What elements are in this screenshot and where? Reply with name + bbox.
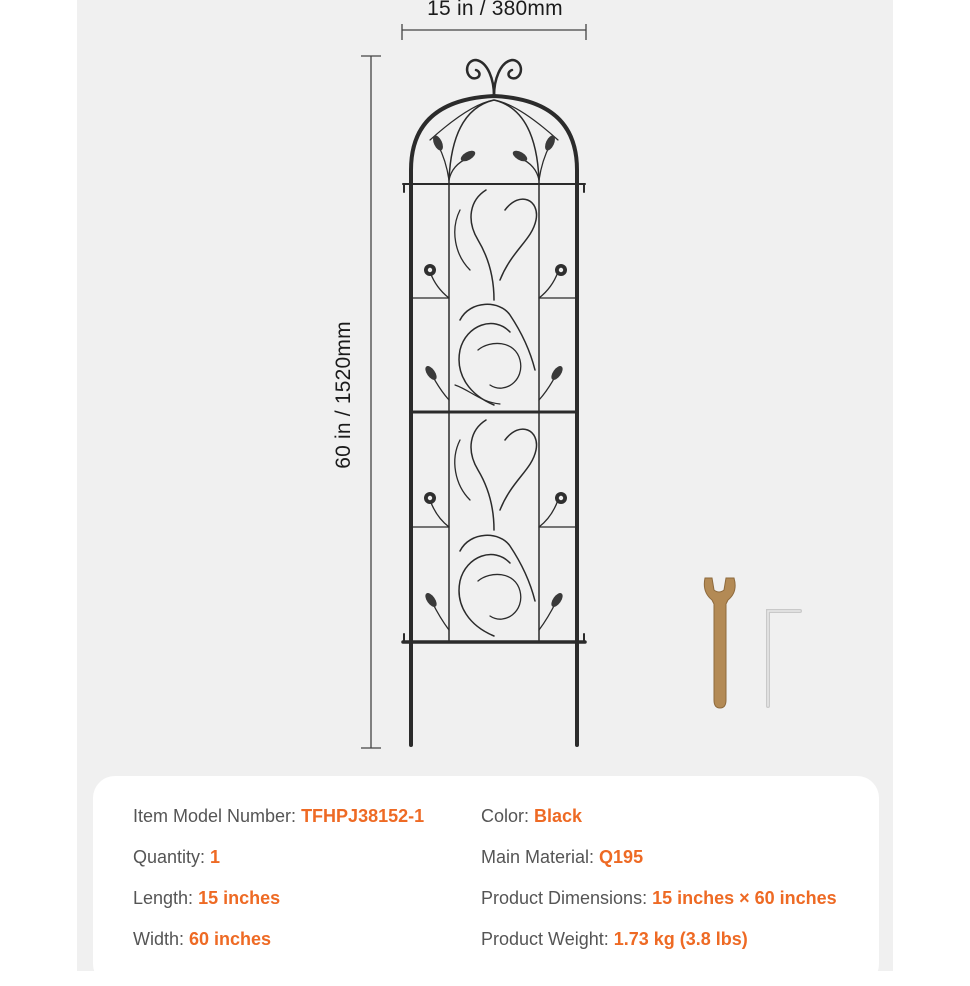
- spec-value: 15 inches × 60 inches: [652, 888, 837, 908]
- spec-label: Width:: [133, 929, 190, 949]
- spec-quantity: [133, 847, 220, 868]
- spec-label: Product Weight:: [481, 929, 614, 949]
- spec-value: 15 inches: [198, 888, 281, 908]
- spec-value: Q195: [599, 847, 644, 867]
- spec-label: Product Dimensions:: [481, 888, 653, 908]
- spec-label: Item Model Number:: [133, 806, 302, 826]
- leaf-ornaments: [423, 134, 565, 609]
- spec-value: TFHPJ38152-1: [301, 806, 425, 826]
- height-dimension-line: [361, 56, 381, 748]
- spec-label: Color:: [481, 806, 535, 826]
- spec-label: Quantity:: [133, 847, 211, 867]
- spec-label: Length:: [133, 888, 199, 908]
- spec-value: 1: [210, 847, 221, 867]
- width-dimension-line: [402, 24, 586, 40]
- hex-key-icon: [768, 611, 800, 706]
- spec-color: [481, 806, 582, 827]
- spec-width: [133, 929, 271, 950]
- spec-label: Main Material:: [481, 847, 600, 867]
- width-dimension-label: 15 in / 380mm: [427, 0, 563, 20]
- garden-trellis: [403, 60, 585, 745]
- spec-value: 60 inches: [189, 929, 272, 949]
- spec-value: 1.73 kg (3.8 lbs): [613, 929, 748, 949]
- height-dimension-text: 60 in / 1520mm: [332, 321, 355, 469]
- spec-product-weight: [481, 929, 748, 950]
- spec-value: Black: [534, 806, 583, 826]
- spec-length: [133, 888, 280, 909]
- spec-model-number: [133, 806, 424, 827]
- wrench-icon: [704, 578, 735, 708]
- flower-ornaments: [424, 264, 567, 504]
- spec-main-material: [481, 847, 643, 868]
- spec-product-dimensions: [481, 888, 837, 909]
